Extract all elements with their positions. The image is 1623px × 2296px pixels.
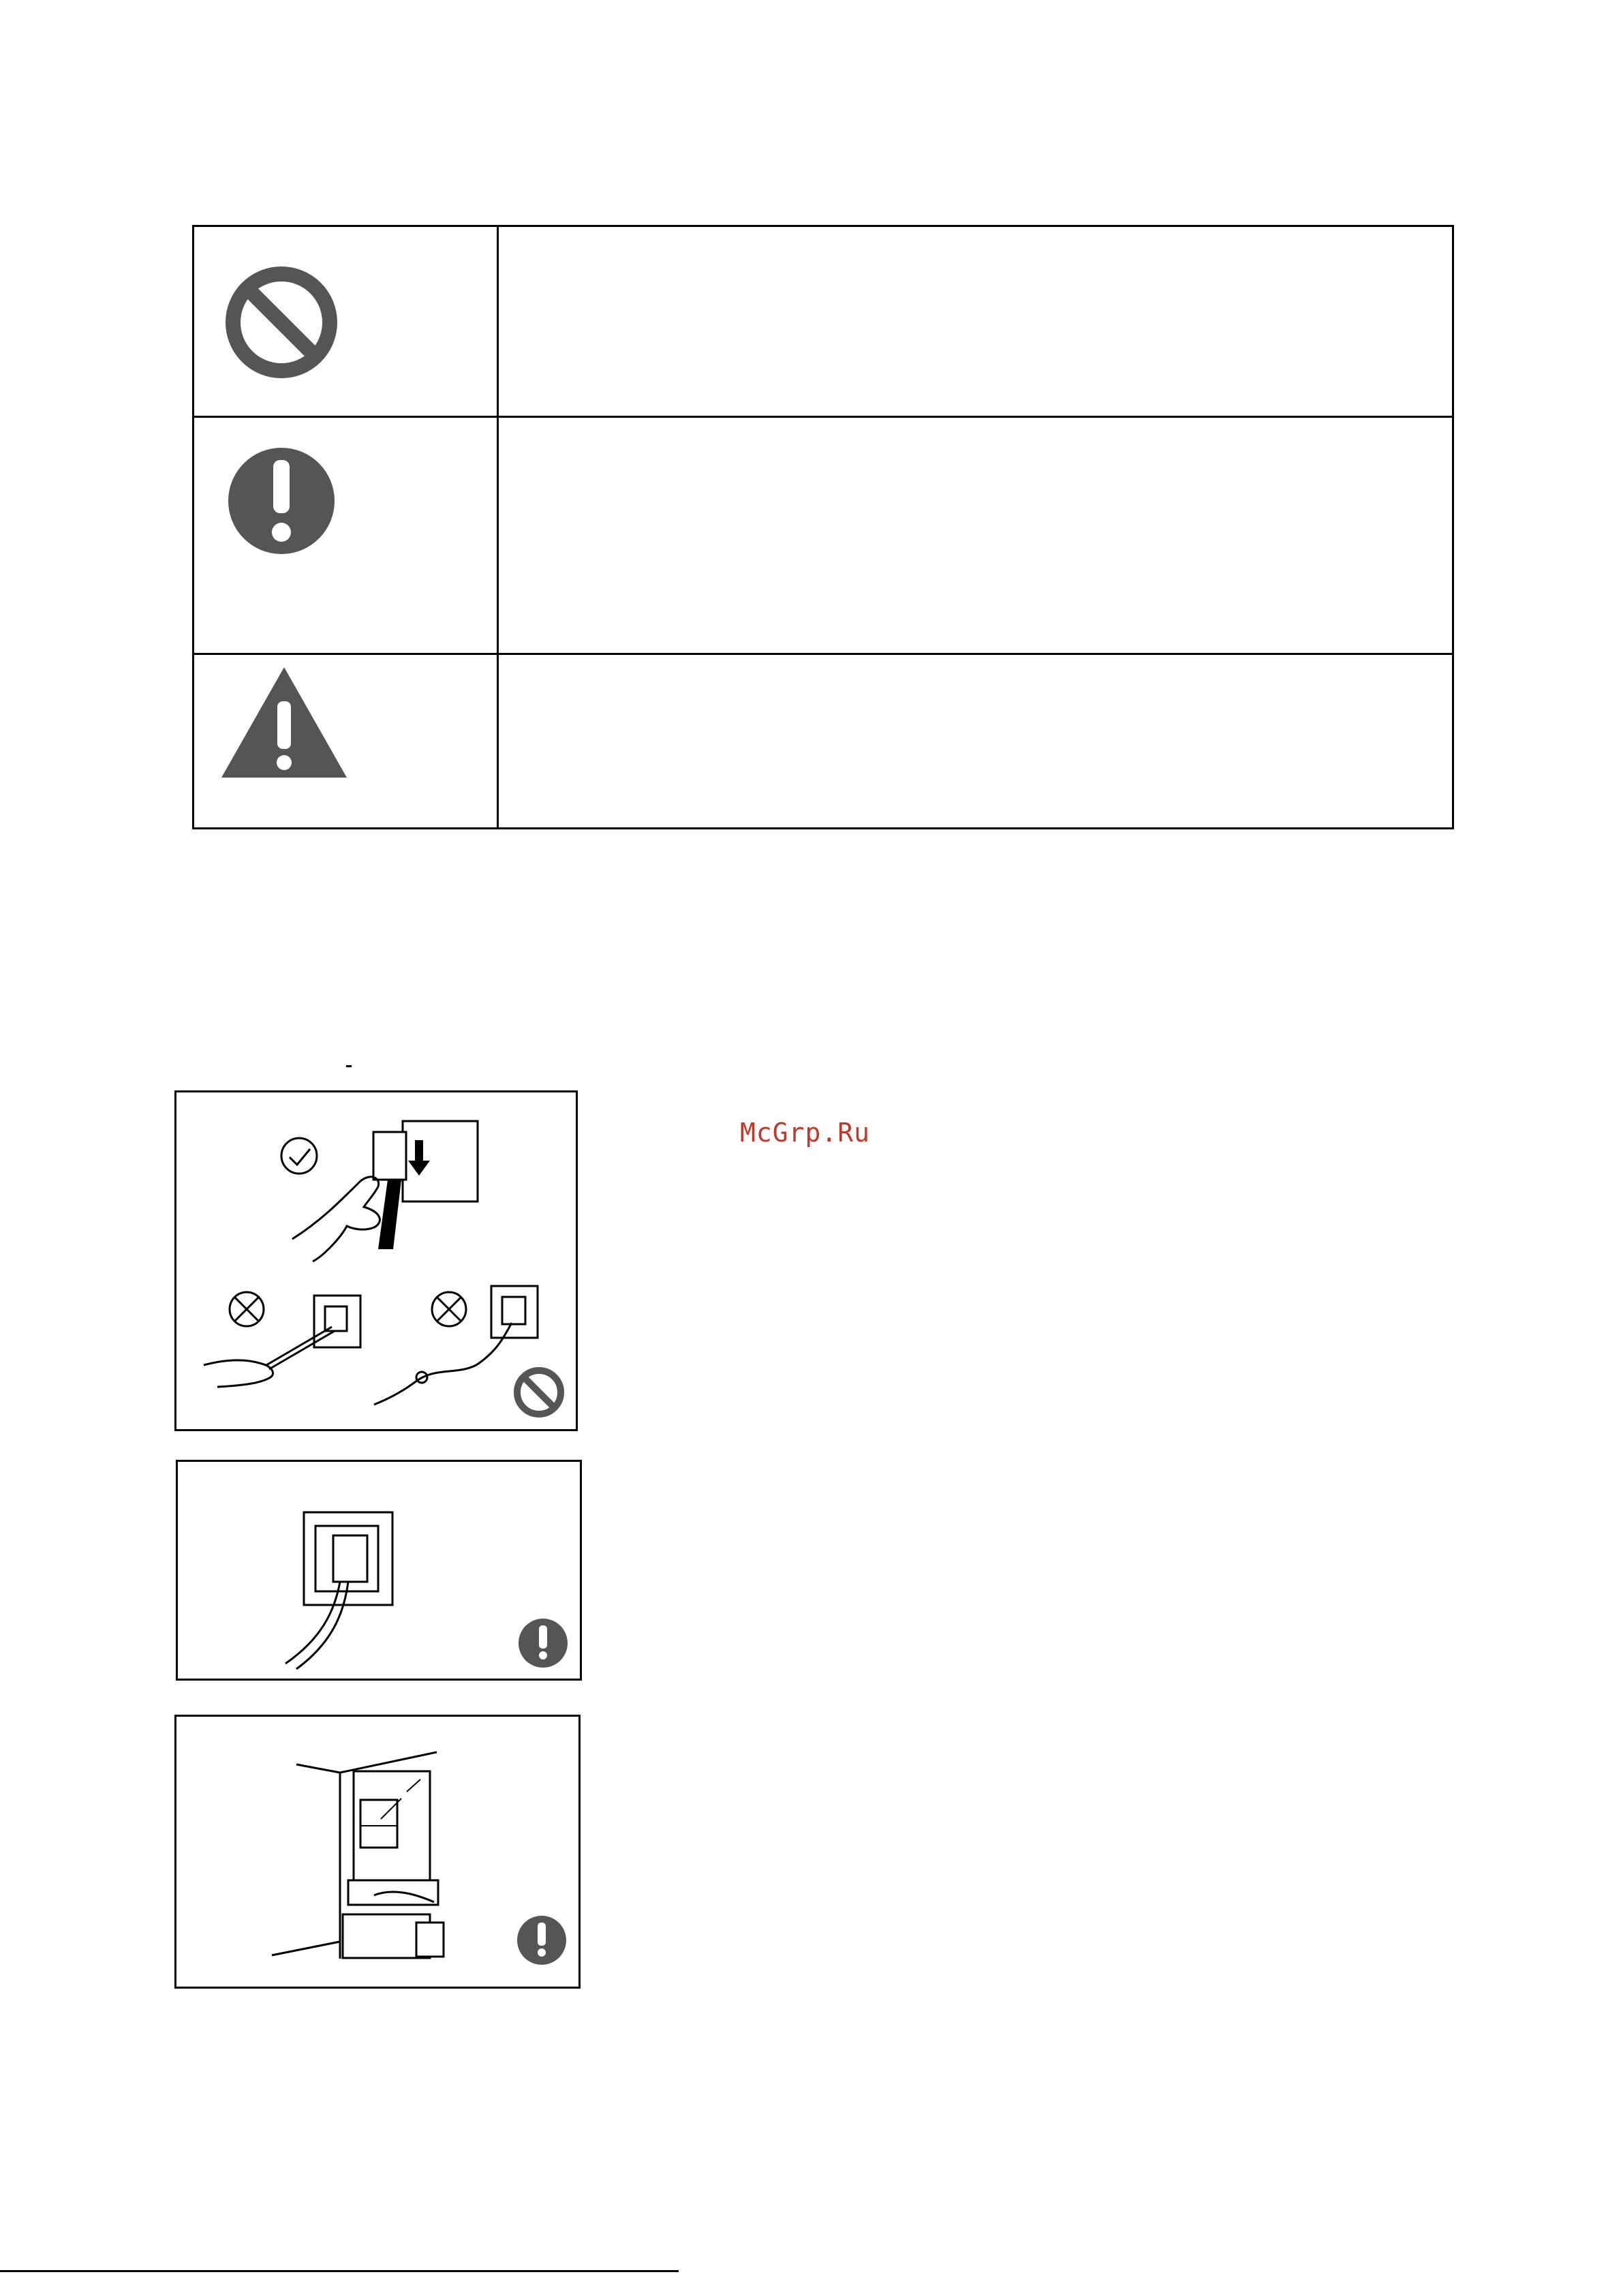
prohibition-icon [213, 254, 350, 391]
figure-unplug-by-holding-plug [174, 1090, 578, 1431]
pull-by-cord-wrong [204, 1296, 360, 1387]
legend-icon-cell-warning [194, 654, 498, 829]
safety-symbol-legend [192, 225, 1454, 829]
air-conditioner-unit [348, 1880, 438, 1905]
mandatory-icon [519, 1619, 568, 1668]
prohibition-icon [517, 1371, 561, 1414]
figure-install-near-socket [174, 1715, 581, 1989]
cross-icon [230, 1292, 264, 1326]
wall-socket-pull-correct [292, 1121, 478, 1261]
wall-socket [304, 1512, 392, 1605]
footer-rule [0, 2270, 679, 2272]
legend-text-prohibition [498, 226, 1453, 417]
legend-text-mandatory [498, 417, 1453, 654]
cross-icon [432, 1292, 466, 1326]
watermark: McGrp.Ru [740, 1118, 871, 1148]
legend-text-warning [498, 654, 1453, 829]
legend-icon-cell-prohibition [194, 226, 498, 417]
mandatory-icon [517, 1916, 566, 1965]
indoor-unit-box [343, 1914, 444, 1958]
figure-plug-fully-inserted [176, 1460, 582, 1681]
check-icon [281, 1138, 317, 1174]
warning-icon [209, 662, 359, 798]
legend-icon-cell-mandatory [194, 417, 498, 654]
mandatory-icon [213, 433, 350, 569]
tick-mark [346, 1065, 352, 1067]
